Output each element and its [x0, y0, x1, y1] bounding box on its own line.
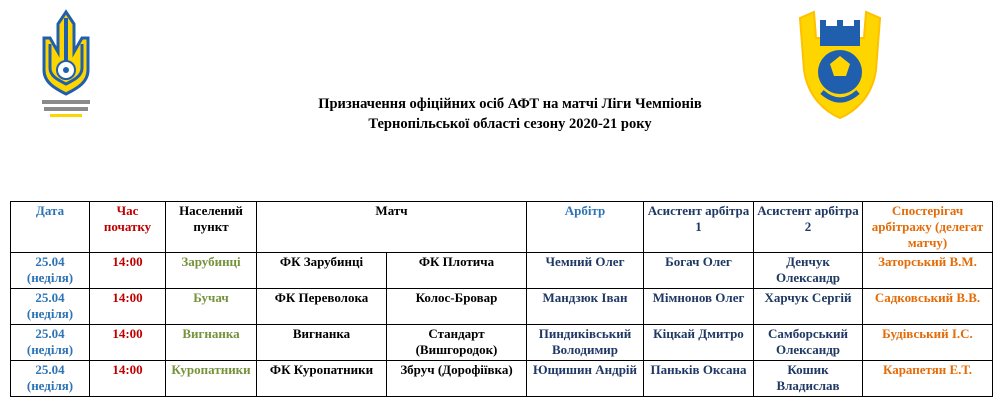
title-line-2: Тернопільської області сезону 2020-21 року	[368, 116, 652, 132]
cell-assistant-2: Денчук Олександр	[754, 253, 863, 289]
header-assistant-2: Асистент арбітра 2	[754, 202, 863, 253]
header-place: Населений пункт	[166, 202, 257, 253]
header-observer: Спостерігач арбітражу (делегат матчу)	[863, 202, 993, 253]
cell-away-team: Стандарт (Вишгородок)	[387, 325, 527, 361]
cell-date: 25.04 (неділя)	[11, 289, 90, 325]
cell-date: 25.04 (неділя)	[11, 325, 90, 361]
cell-date: 25.04 (неділя)	[11, 253, 90, 289]
ukraine-football-federation-logo	[28, 8, 104, 120]
cell-referee: Ющишин Андрій	[527, 361, 644, 397]
cell-away-team: Збруч (Дорофіївка)	[387, 361, 527, 397]
cell-time: 14:00	[90, 289, 166, 325]
table-row	[11, 253, 993, 289]
cell-home-team: ФК Куропатники	[257, 361, 387, 397]
document-title	[230, 94, 790, 134]
cell-away-team: ФК Плотича	[387, 253, 527, 289]
cell-time: 14:00	[90, 253, 166, 289]
cell-place: Вигнанка	[166, 325, 257, 361]
cell-observer: Заторський В.М.	[863, 253, 993, 289]
cell-referee: Мандзюк Іван	[527, 289, 644, 325]
cell-home-team: Вигнанка	[257, 325, 387, 361]
cell-referee: Пиндиківський Володимир	[527, 325, 644, 361]
cell-referee: Чемний Олег	[527, 253, 644, 289]
cell-observer: Садковський В.В.	[863, 289, 993, 325]
cell-assistant-2: Харчук Сергій	[754, 289, 863, 325]
cell-assistant-1: Кіцкай Дмитро	[644, 325, 754, 361]
cell-assistant-1: Паньків Оксана	[644, 361, 754, 397]
header-time: Час початку	[90, 202, 166, 253]
ternopil-football-association-logo	[792, 8, 888, 124]
table-row	[11, 325, 993, 361]
header-match: Матч	[257, 202, 527, 253]
officials-schedule-table	[10, 201, 993, 397]
cell-away-team: Колос-Бровар	[387, 289, 527, 325]
cell-assistant-1: Богач Олег	[644, 253, 754, 289]
cell-assistant-2: Самборський Олександр	[754, 325, 863, 361]
cell-time: 14:00	[90, 361, 166, 397]
cell-place: Куропатники	[166, 361, 257, 397]
title-line-1: Призначення офіційних осіб АФТ на матчі Ліги Чемпіонів	[318, 96, 702, 112]
header-row	[11, 202, 993, 253]
cell-assistant-2: Кошик Владислав	[754, 361, 863, 397]
table-row	[11, 361, 993, 397]
cell-observer: Карапетян Е.Т.	[863, 361, 993, 397]
cell-place: Зарубинці	[166, 253, 257, 289]
cell-date: 25.04 (неділя)	[11, 361, 90, 397]
header-referee: Арбітр	[527, 202, 644, 253]
cell-place: Бучач	[166, 289, 257, 325]
cell-assistant-1: Мімнонов Олег	[644, 289, 754, 325]
table-row	[11, 289, 993, 325]
cell-observer: Будівський І.С.	[863, 325, 993, 361]
header-assistant-1: Асистент арбітра 1	[644, 202, 754, 253]
header-date: Дата	[11, 202, 90, 253]
cell-home-team: ФК Зарубинці	[257, 253, 387, 289]
cell-home-team: ФК Переволока	[257, 289, 387, 325]
cell-time: 14:00	[90, 325, 166, 361]
